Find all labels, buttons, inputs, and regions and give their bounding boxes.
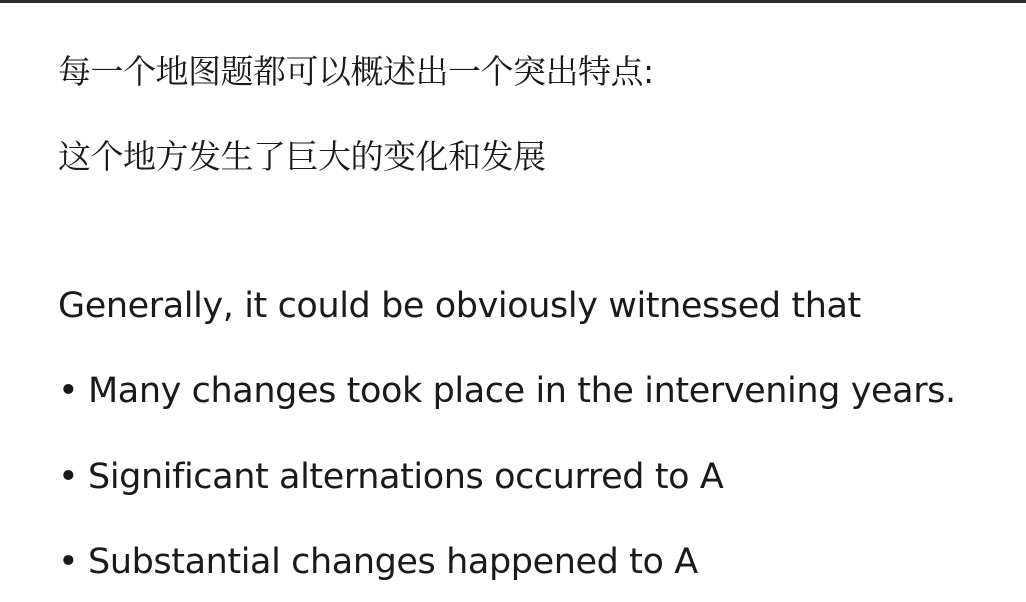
bullet-icon: • — [58, 457, 79, 497]
bullet-item-1 — [58, 371, 956, 411]
heading-text: 每一个地图题都可以概述出一个突出特点: — [58, 52, 654, 91]
bullet-item-2 — [58, 457, 724, 497]
subheading-text: 这个地方发生了巨大的变化和发展 — [58, 137, 546, 176]
top-divider — [0, 0, 1026, 3]
bullet-icon: • — [58, 542, 79, 582]
bullet-item-3 — [58, 542, 698, 582]
bullet-text: Many changes took place in the intervening years. — [88, 371, 956, 411]
bullet-text: Substantial changes happened to A — [88, 542, 698, 582]
bullet-text: Significant alternations occurred to A — [88, 457, 724, 497]
intro-sentence: Generally, it could be obviously witnessed that — [58, 286, 861, 326]
bullet-icon: • — [58, 371, 79, 411]
